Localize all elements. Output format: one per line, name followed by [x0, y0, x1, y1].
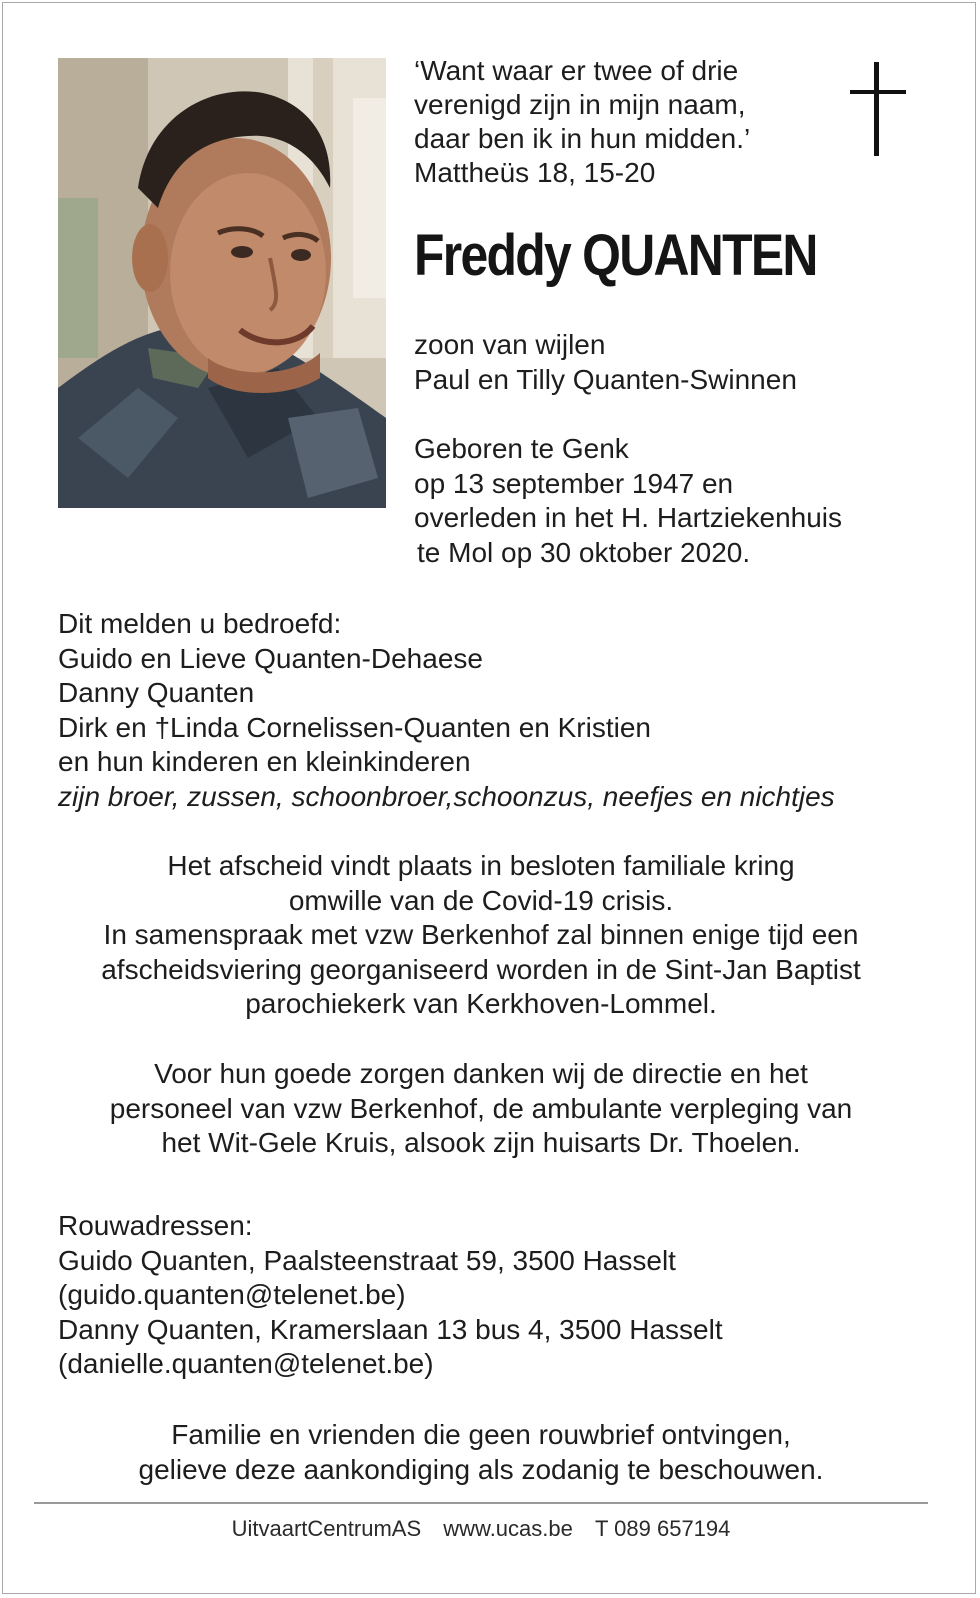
life-line: overleden in het H. Hartziekenhuis [414, 502, 843, 533]
footer-company: UitvaartCentrumAS [231, 1516, 422, 1541]
closing-block [0, 1418, 962, 1487]
deceased-name: Freddy QUANTEN [414, 223, 817, 288]
portrait-photo-drawing [58, 58, 386, 508]
thanks-block [0, 1057, 962, 1161]
latin-cross-icon [850, 62, 906, 156]
address-line: Danny Quanten, Kramerslaan 13 bus 4, 3500 Hasselt [58, 1313, 723, 1345]
closing-line: gelieve deze aankondiging als zodanig te beschouwen. [138, 1453, 824, 1485]
parents-block [414, 328, 797, 397]
footer-divider [34, 1502, 928, 1504]
parents-line: Paul en Tilly Quanten-Swinnen [414, 363, 797, 395]
footer-website[interactable]: www.ucas.be [443, 1516, 573, 1541]
thanks-line: Voor hun goede zorgen danken wij de directie en het [154, 1058, 808, 1089]
farewell-line: Het afscheid vindt plaats in besloten familiale kring [167, 850, 795, 881]
mourners-line: en hun kinderen en kleinkinderen [58, 746, 471, 777]
farewell-line: afscheidsviering georganiseerd worden in de Sint-Jan Baptist [101, 953, 861, 985]
email-line: (danielle.quanten@telenet.be) [58, 1348, 434, 1379]
email-line: (guido.quanten@telenet.be) [58, 1279, 406, 1310]
quote-line: verenigd zijn in mijn naam, [414, 89, 746, 120]
quote-line: ‘Want waar er twee of drie [414, 55, 739, 86]
quote-line: daar ben ik in hun midden.’ [414, 123, 751, 154]
footer-phone: T 089 657194 [595, 1516, 731, 1541]
life-line: te Mol op 30 oktober 2020. [417, 536, 751, 568]
farewell-line: parochiekerk van Kerkhoven-Lommel. [245, 988, 717, 1019]
footer [0, 1514, 962, 1544]
bible-quote [414, 54, 814, 190]
addresses-heading: Rouwadressen: [58, 1210, 253, 1241]
life-line: op 13 september 1947 en [414, 467, 734, 499]
thanks-line: personeel van vzw Berkenhof, de ambulante verpleging van [109, 1092, 853, 1124]
portrait-photo [58, 58, 386, 508]
addresses-block [58, 1209, 723, 1382]
farewell-block [0, 849, 962, 1022]
address-line: Guido Quanten, Paalsteenstraat 59, 3500 Hasselt [58, 1244, 676, 1276]
life-dates-block [414, 432, 842, 570]
mourners-line: Guido en Lieve Quanten-Dehaese [58, 642, 483, 674]
mourners-line: Danny Quanten [58, 677, 255, 708]
mourners-block [58, 607, 835, 814]
parents-line: zoon van wijlen [414, 329, 606, 360]
farewell-line: In samenspraak met vzw Berkenhof zal binnen enige tijd een [103, 919, 859, 950]
closing-line: Familie en vrienden die geen rouwbrief ontvingen, [171, 1419, 791, 1450]
quote-reference: Mattheüs 18, 15-20 [414, 157, 656, 188]
mourners-line: Dirk en †Linda Cornelissen-Quanten en Kristien [58, 711, 651, 743]
life-line: Geboren te Genk [414, 433, 629, 464]
mourners-relatives-line: zijn broer, zussen, schoonbroer,schoonzus, neefjes en nichtjes [58, 780, 835, 812]
thanks-line: het Wit-Gele Kruis, alsook zijn huisarts Dr. Thoelen. [161, 1127, 801, 1158]
mourners-line: Dit melden u bedroefd: [58, 608, 342, 639]
farewell-line: omwille van de Covid-19 crisis. [288, 884, 674, 916]
